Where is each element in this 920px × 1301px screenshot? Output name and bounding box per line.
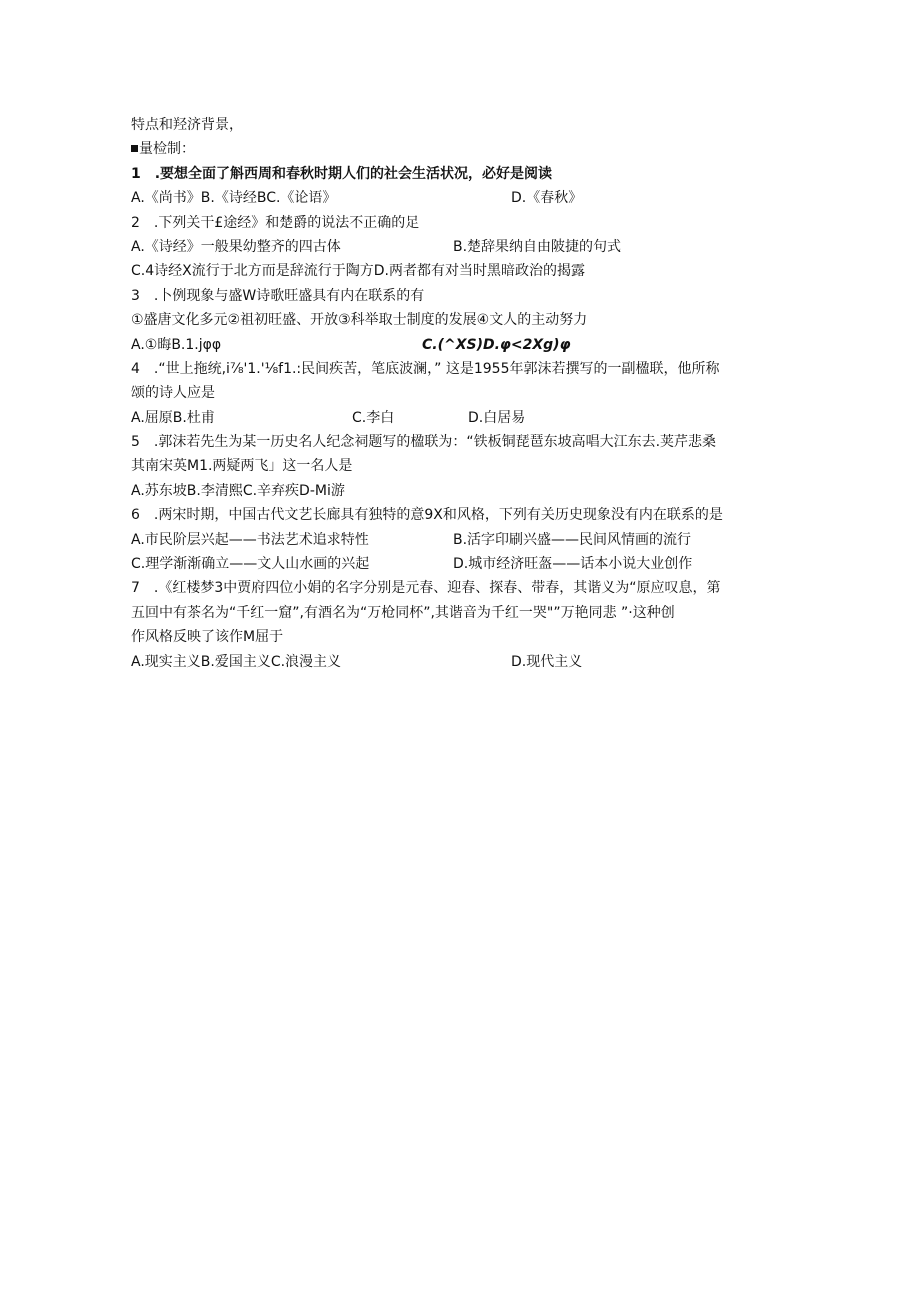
question-5-options: A.苏东坡B.李清熙C.辛弃疾D-Mi游 — [131, 482, 345, 499]
section-heading: 量检制： — [139, 141, 195, 158]
question-4-option-c: C.李白 — [352, 409, 395, 426]
question-7-stem-cont-1: 五回中有茶名为“千红一窟”,有酒名为“万枪同杯”,其谐音为千红一哭"”万艳同悲 ”·这种创 — [131, 604, 675, 621]
question-2-options-row-1 — [131, 235, 791, 259]
question-7-option-abc: A.现实主义B.爱国主义C.浪漫主义 — [131, 653, 342, 670]
question-3-items: ①盛唐文化多元②祖初旺盛、开放③科举取士制度的发展④文人的主动努力 — [131, 312, 588, 329]
question-4-option-ab: A.屈原B.杜甫 — [131, 409, 215, 426]
question-6-options-row-2 — [131, 552, 791, 576]
question-2-option-cd: C.4诗经X流行于北方而是辞流行于陶方D.两者都有对当时黑暗政治的揭露 — [131, 263, 585, 280]
question-7-options — [131, 650, 791, 674]
question-6-stem: 6 .两宋时期，中国古代文艺长廊具有独特的意9X和风格，下列有关历史现象没有内在联系的是 — [131, 507, 723, 524]
question-1-stem: 1 .要想全面了斛西周和春秋时期人们的社会生活状况，必好是阅读 — [131, 165, 553, 182]
section-heading-row — [131, 137, 791, 161]
question-2-option-b: B.楚辞果纳自由陂捷的句式 — [453, 238, 622, 255]
question-6-option-a: A.市民阶层兴起——书法艺术追求特性 — [131, 531, 369, 548]
question-5-stem-cont: 其南宋英M1.两疑两飞」这一名人是 — [131, 458, 353, 475]
question-4-stem: 4 .“世上拖统,i⅞'1.'⅛f1.:民间疾苦，笔底波澜，” 这是1955年郭沫若撰写的一副楹联，他所称 — [131, 360, 720, 377]
intro-line: 特点和羟济背景， — [131, 117, 243, 133]
question-3-option-cd: C.(^XS)D.φ<2Xg)φ — [422, 336, 571, 353]
question-3-stem: 3 .卜例现象与盛W诗歌旺盛具有内在联系的有 — [131, 287, 425, 304]
question-6-option-c: C.理学渐渐确立——文人山水画的兴起 — [131, 556, 370, 573]
question-7-stem: 7 .《红楼梦3中贾府四位小娟的名字分别是元春、迎春、探春、带春，其谐义为“原应叹息，第 — [131, 580, 721, 597]
bullet-square-icon — [131, 145, 138, 152]
question-7-stem-cont-2: 作风格反映了该作M屈于 — [131, 629, 284, 646]
question-6-options-row-1 — [131, 528, 791, 552]
question-6-option-d: D.城市经济旺盔——话本小说大业创作 — [453, 556, 693, 573]
question-2-stem: 2 .下列关干£途经》和楚爵的说法不正确的足 — [131, 214, 420, 231]
question-1-options — [131, 186, 791, 210]
question-1-option-d: D.《春秋》 — [511, 190, 583, 207]
question-7-option-d: D.现代主义 — [511, 653, 583, 670]
question-1-option-abc: A.《尚书》B.《诗经BC.《论语》 — [131, 190, 337, 207]
question-3-options — [131, 333, 791, 357]
question-4-options — [131, 406, 791, 430]
question-4-option-d: D.白居易 — [468, 409, 526, 426]
question-3-option-ab: A.①晦B.1.jφφ — [131, 336, 222, 353]
exam-content — [131, 113, 791, 674]
question-5-stem: 5 .郭沫若先生为某一历史名人纪念祠题写的楹联为：“铁板铜琵琶东坡高唱大江东去.荚芹悲桑 — [131, 434, 717, 451]
question-4-stem-cont: 颂的诗人应是 — [131, 385, 215, 402]
question-2-option-a: A.《诗经》一般果幼整齐的四古体 — [131, 238, 341, 255]
question-6-option-b: B.活字印刷兴盛——民间风情画的流行 — [453, 531, 692, 548]
